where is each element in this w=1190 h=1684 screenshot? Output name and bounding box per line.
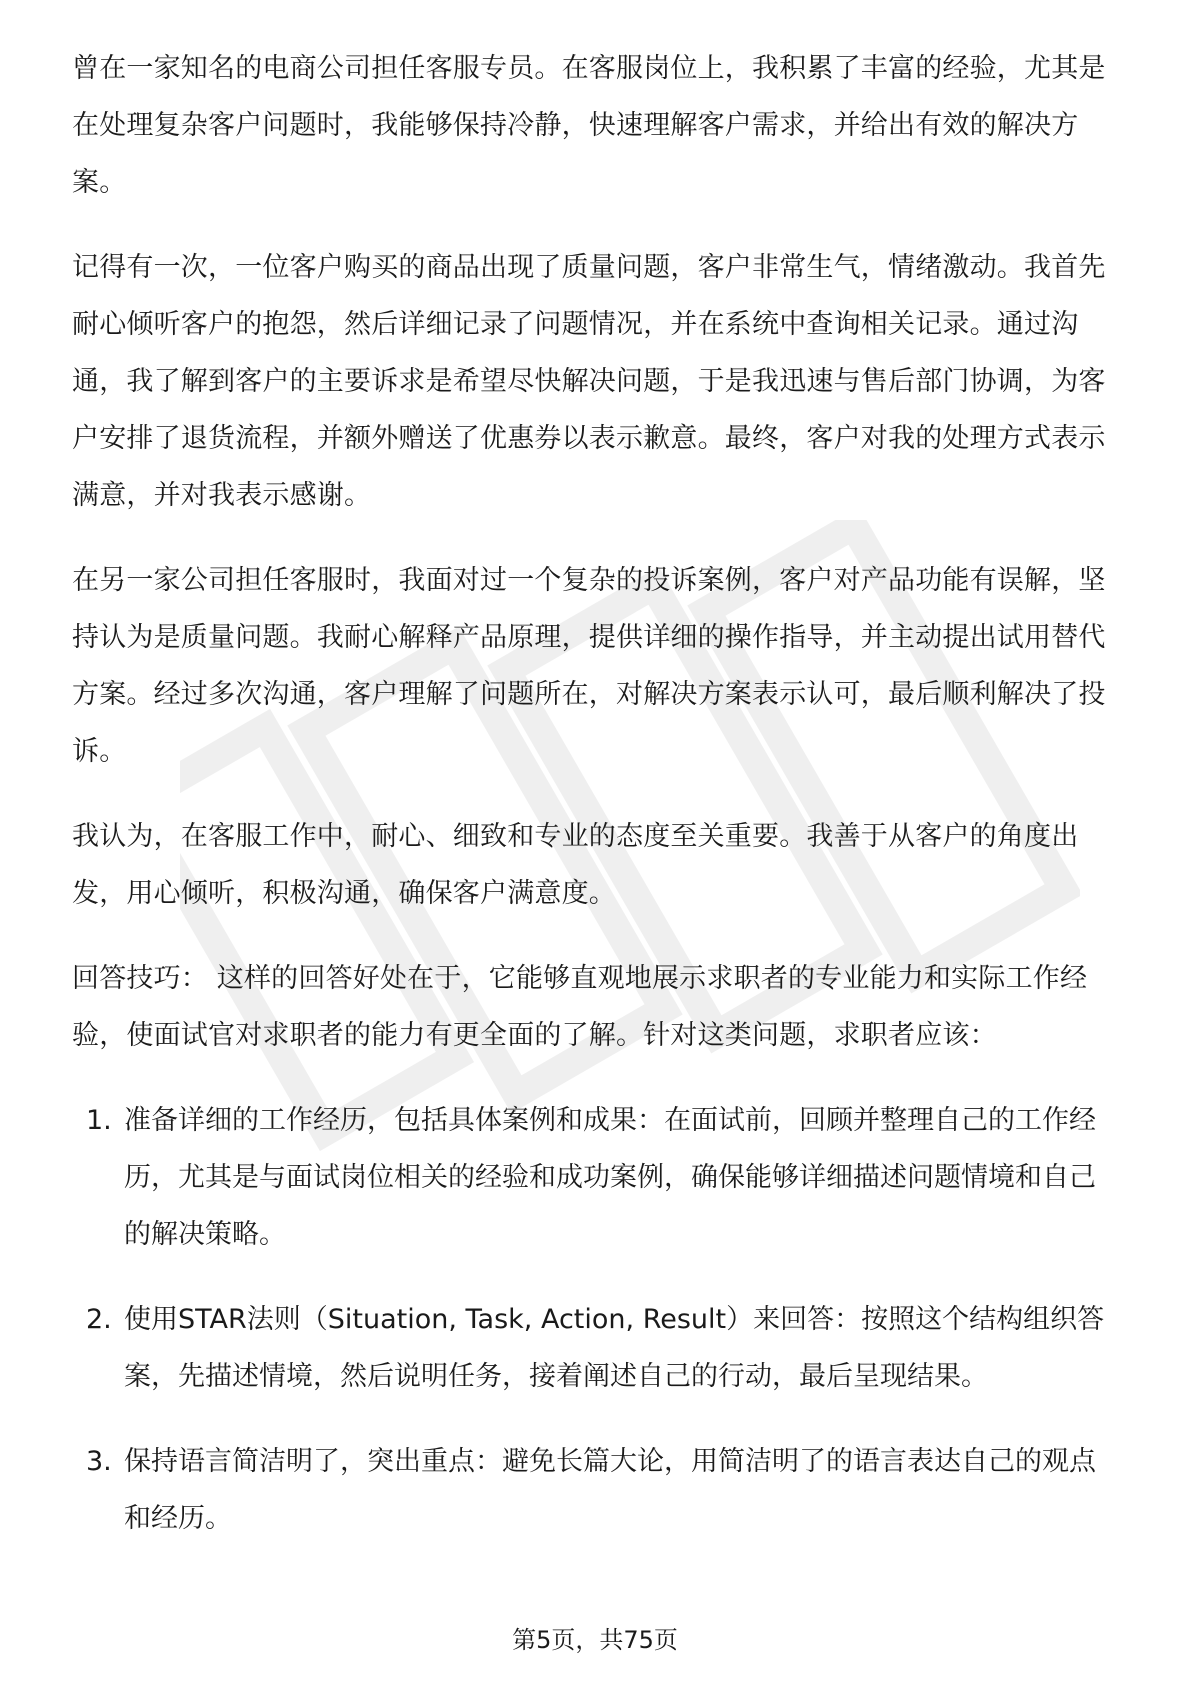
list-item: [72, 1291, 1122, 1405]
list-item-number: 1.: [86, 1105, 112, 1136]
list-item-number: 3.: [86, 1446, 112, 1477]
list-item-text: 使用STAR法则（Situation, Task, Action, Result）来回答：按照这个结构组织答案，先描述情境，然后说明任务，接着阐述自己的行动，最后呈现结果。: [124, 1304, 1105, 1392]
paragraph-opinion: 我认为，在客服工作中，耐心、细致和专业的态度至关重要。我善于从客户的角度出发，用心倾听，积极沟通，确保客户满意度。: [72, 821, 1079, 909]
paragraph-example-2: 在另一家公司担任客服时，我面对过一个复杂的投诉案例，客户对产品功能有误解，坚持认为是质量问题。我耐心解释产品原理，提供详细的操作指导，并主动提出试用替代方案。经过多次沟通，客户理解了问题所在，对解决方案表示认可，最后顺利解决了投诉。: [72, 565, 1106, 767]
list-item-text: 准备详细的工作经历，包括具体案例和成果：在面试前，回顾并整理自己的工作经历，尤其是与面试岗位相关的经验和成功案例，确保能够详细描述问题情境和自己的解决策略。: [124, 1105, 1096, 1250]
paragraph-answer-tips: 回答技巧： 这样的回答好处在于，它能够直观地展示求职者的专业能力和实际工作经验，使面试官对求职者的能力有更全面的了解。针对这类问题，求职者应该：: [72, 963, 1088, 1051]
paragraph-example-1: 记得有一次，一位客户购买的商品出现了质量问题，客户非常生气，情绪激动。我首先耐心倾听客户的抱怨，然后详细记录了问题情况，并在系统中查询相关记录。通过沟通，我了解到客户的主要诉求是希望尽快解决问题，于是我迅速与售后部门协调，为客户安排了退货流程，并额外赠送了优惠券以表示歉意。最终，客户对我的处理方式表示满意，并对我表示感谢。: [72, 252, 1106, 511]
list-item: [72, 1092, 1122, 1263]
document-body: [72, 40, 1122, 1575]
page-footer: 第5页，共75页: [512, 1626, 678, 1654]
paragraph-experience: 曾在一家知名的电商公司担任客服专员。在客服岗位上，我积累了丰富的经验，尤其是在处理复杂客户问题时，我能够保持冷静，快速理解客户需求，并给出有效的解决方案。: [72, 53, 1106, 198]
tips-list: [72, 1092, 1122, 1547]
list-item: [72, 1433, 1122, 1547]
list-item-number: 2.: [86, 1304, 112, 1335]
list-item-text: 保持语言简洁明了，突出重点：避免长篇大论，用简洁明了的语言表达自己的观点和经历。: [124, 1446, 1096, 1534]
